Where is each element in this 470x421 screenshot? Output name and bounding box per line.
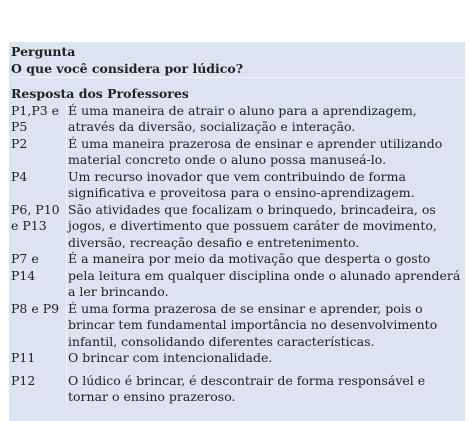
table-row [9, 169, 465, 202]
question-header [9, 42, 465, 78]
question-label: Pergunta [11, 44, 76, 59]
response-text: O brincar com intencionalidade. [66, 350, 465, 367]
response-text: É uma maneira prazerosa de ensinar e aprender utilizando material concreto onde o aluno possa manuseá-lo. [66, 136, 465, 169]
table-row [9, 301, 465, 351]
table-row [9, 350, 465, 367]
table-row [9, 367, 465, 406]
teacher-id: P11 [11, 350, 36, 365]
teacher-id: P8 e P9 [11, 300, 60, 316]
response-text: É a maneira por meio da motivação que desperta o gosto pela leitura em qualquer disciplina onde o alunado aprenderá a ler brincando. [66, 251, 465, 301]
table-row [9, 136, 465, 169]
response-text: É uma maneira de atrair o aluno para a aprendizagem, através da diversão, socialização e interação. [66, 103, 465, 136]
teacher-id: P12 [11, 372, 36, 388]
responses-heading: Resposta dos Professores [11, 86, 189, 101]
teacher-id: P1,P3 e P5 [11, 102, 60, 134]
teacher-id: P6, P10 e P13 [11, 201, 60, 233]
table-row [9, 202, 465, 252]
teacher-id: P7 e P14 [11, 251, 39, 283]
response-text: É uma forma prazerosa de se ensinar e aprender, pois o brincar tem fundamental importância no desenvolvimento infantil, consolidando diferentes características. [66, 301, 465, 351]
response-text: São atividades que focalizam o brinquedo, brincadeira, os jogos, e divertimento que possuem caráter de movimento, diversão, recreação desafio e entretenimento. [66, 202, 465, 252]
question-text: O que você considera por lúdico? [11, 60, 244, 76]
table-row [9, 103, 465, 136]
response-text: O lúdico é brincar, é descontrair de forma responsável e tornar o ensino prazeroso. [66, 367, 465, 406]
response-text: Um recurso inovador que vem contribuindo de forma significativa e proveitosa para o ensino-aprendizagem. [66, 169, 465, 202]
responses-table [9, 42, 465, 421]
teacher-id: P4 [11, 168, 28, 184]
teacher-id: P2 [11, 135, 28, 151]
table-row [9, 251, 465, 301]
